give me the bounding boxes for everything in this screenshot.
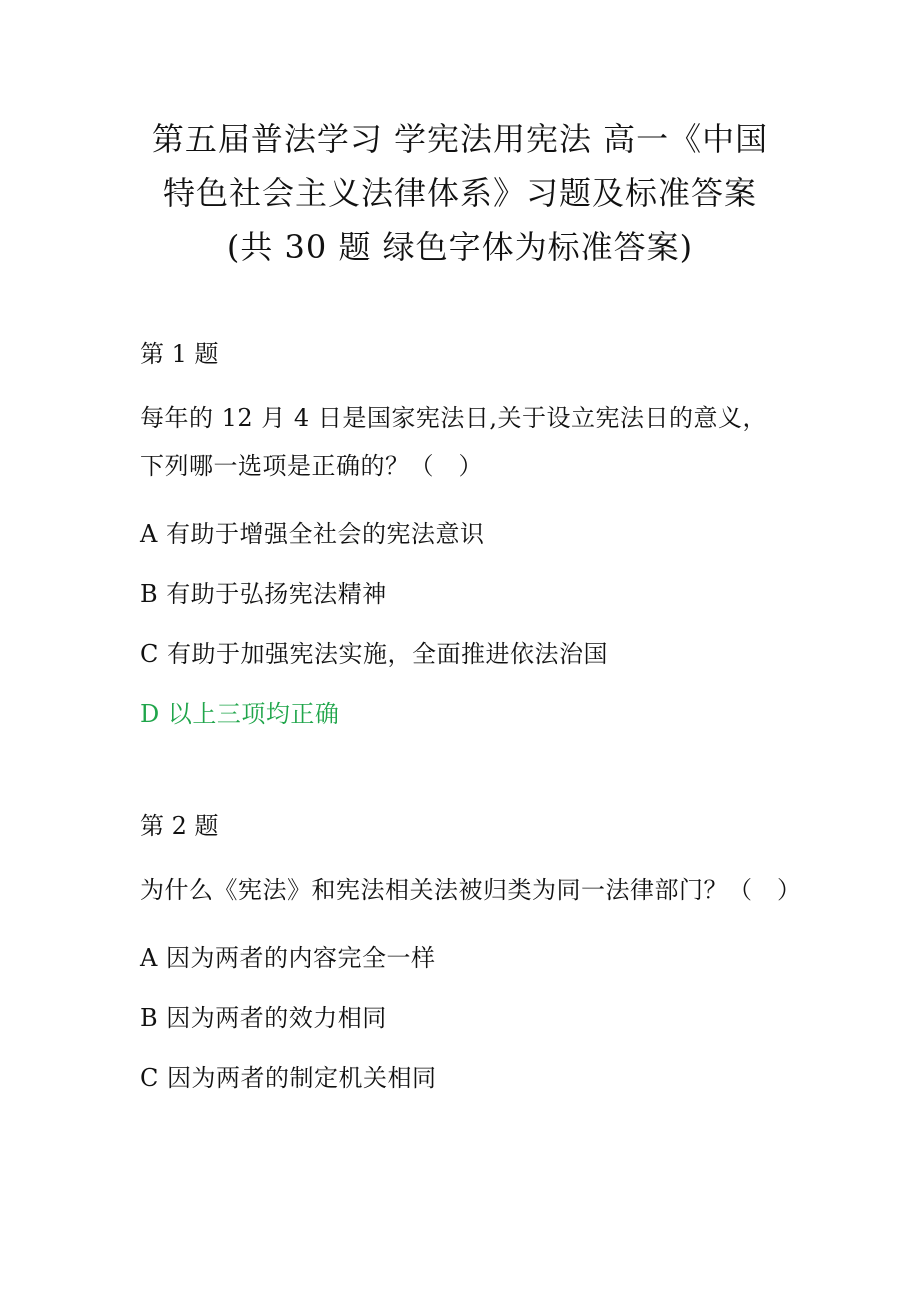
- question-1-option-a: A 有助于增强全社会的宪法意识: [140, 520, 485, 548]
- question-2: [140, 810, 802, 1094]
- question-1: [140, 338, 790, 730]
- question-2-stem: 为什么《宪法》和宪法相关法被归类为同一法律部门？（ ）: [140, 876, 802, 904]
- question-1-number: 第 1 题: [140, 340, 219, 368]
- question-1-option-d-answer: D 以上三项均正确: [140, 700, 340, 728]
- title-line-3: (共 30 题 绿色字体为标准答案): [226, 228, 694, 266]
- title-line-1: 第五届普法学习 学宪法用宪法 高一《中国: [151, 120, 769, 158]
- question-2-option-c: C 因为两者的制定机关相同: [140, 1064, 437, 1092]
- question-1-option-c: C 有助于加强宪法实施，全面推进依法治国: [140, 640, 608, 668]
- question-2-option-a: A 因为两者的内容完全一样: [140, 944, 436, 972]
- title-line-2: 特色社会主义法律体系》习题及标准答案: [162, 174, 757, 212]
- question-1-stem: 每年的 12 月 4 日是国家宪法日,关于设立宪法日的意义，下列哪一选项是正确的？（ ）: [140, 404, 767, 480]
- question-1-option-b: B 有助于弘扬宪法精神: [140, 580, 387, 608]
- document-title: [120, 112, 800, 274]
- question-2-option-b: B 因为两者的效力相同: [140, 1004, 387, 1032]
- question-2-number: 第 2 题: [140, 812, 219, 840]
